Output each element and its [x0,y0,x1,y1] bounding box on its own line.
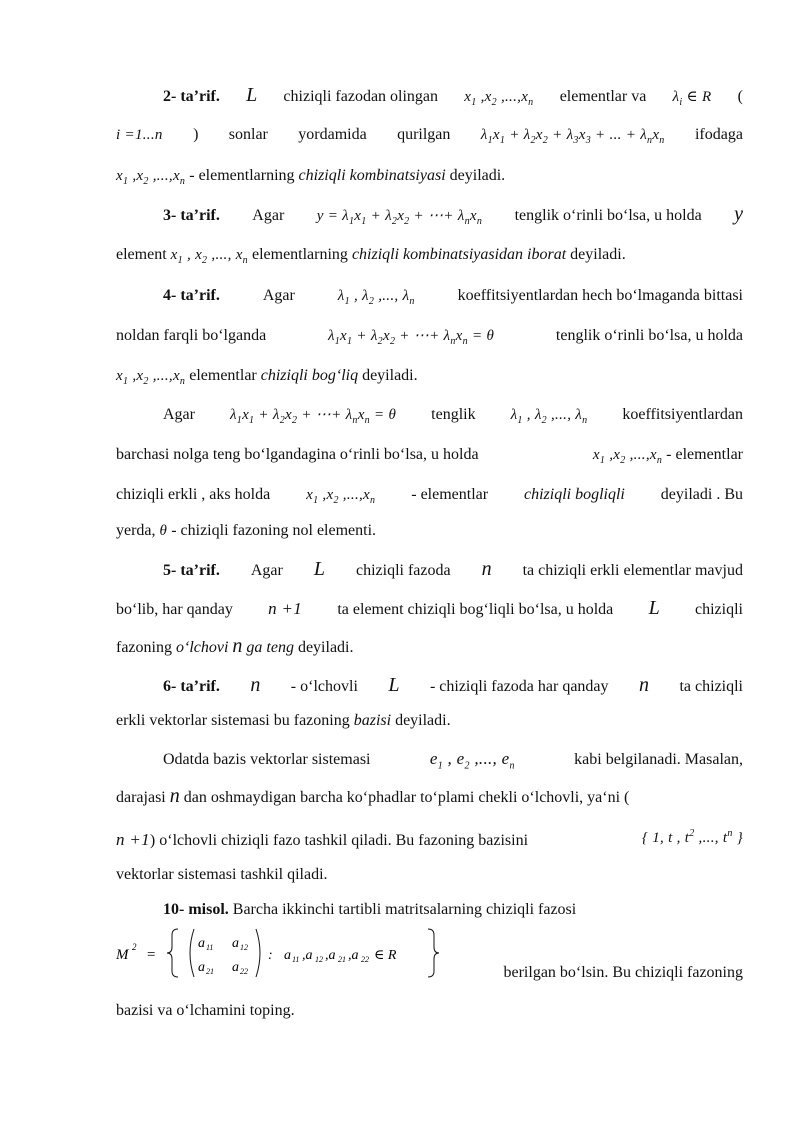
math-n-plus-1: n +1 [268,599,303,618]
math-lambda-in-R: $\lambda_i$ ∈ R [672,89,712,108]
definition-2-label: 2- ta’rif. [163,88,220,105]
svg-text:,a: ,a [325,948,336,963]
svg-text:22: 22 [240,967,248,976]
definition-5-label: 5- ta’rif. [163,562,220,579]
math-lambdas: $\lambda_1$ , $\lambda_2$ ,..., $\lambda_n$ [510,407,588,426]
math-n: n [639,674,649,696]
definition-3-label: 3- ta’rif. [163,207,220,224]
math-x-elements: $x_1$ $,x_2$ $,...,x_n$ [116,168,186,187]
definition-6-line-2: erkli vektorlar sistemasi bu fazoning bazisi deyiladi. [116,712,451,729]
paragraph-independence-line-3: chiziqli erkli , aks holda $x_1$ $,x_2$ $,...,x_n$ - elementlar chiziqli bogliqli deyiladi . Bu [116,480,743,510]
svg-text:11: 11 [206,943,214,952]
math-y-equation: $y = \lambda_1x_1 + \lambda_2x_2$ + ⋯+ $\lambda_nx_n$ [316,208,483,227]
definition-2-line-2: i =1...n ) sonlar yordamida qurilgan $\lambda_1x_1 + \lambda_2x_2 + \lambda_3x_3$ + ... + $\lambda_nx_n$ ifodaga [116,120,743,150]
definition-4-line-1: 4- ta’rif. Agar $\lambda_1$ , $\lambda_2$ ,..., $\lambda_n$ koeffitsiyentlardan hech bo‘lmaganda bittasi [116,281,743,311]
definition-3-line-2: element $x_1$ , $x_2$ ,..., $x_n$ elementlarning chiziqli kombinatsiyasidan iborat deyiladi. [116,246,626,266]
definition-6-label: 6- ta’rif. [163,678,220,695]
paragraph-independence-line-2: barchasi nolga teng bo‘lgandagina o‘rinli bo‘lsa, u holda $x_1$ $,x_2$ $,...,x_n$ - elementlar [116,446,743,466]
math-x-elements: $x_1$ $,x_2$ $,...,x_n$ [464,89,534,108]
math-L: L [246,84,258,106]
basis-paragraph-line-1: Odatda bazis vektorlar sistemasi $e_1$ , $e_2$ ,..., $e_n$ kabi belgilanadi. Masalan, [116,744,743,774]
svg-text:a: a [232,960,239,975]
math-basis-vectors: $e_1$ , $e_2$ ,..., $e_n$ [429,749,515,772]
math-polynomial-basis: { 1, t , $t^2$ ,..., $t^n$ } [641,828,743,846]
math-n: n [481,558,492,580]
math-x-elements: $x_1$ $,x_2$ $,...,x_n$ [306,487,376,506]
definition-5-line-1: 5- ta’rif. Agar L chiziqli fazoda n ta chiziqli erkli elementlar mavjud [116,554,743,584]
definition-6-line-1: 6- ta’rif. n - o‘lchovli L - chiziqli fazoda har qanday n ta chiziqli [116,670,743,700]
svg-text:21: 21 [338,955,346,964]
math-i-range: i =1...n [116,127,163,143]
math-n-plus-1: n +1 [116,830,150,849]
math-L: L [313,558,325,580]
math-L: L [648,597,660,619]
svg-text:M: M [116,947,129,963]
svg-text:a: a [232,936,239,951]
svg-text:12: 12 [240,943,248,952]
math-x-elements: $x_1$ , $x_2$ ,..., $x_n$ [170,247,248,266]
svg-text:,a: ,a [302,948,313,963]
svg-text:a: a [284,948,291,963]
math-L: L [388,674,400,696]
svg-text:2: 2 [132,942,137,952]
example-10-line-3: bazisi va o‘lchamini toping. [116,1002,295,1019]
math-n: n [250,674,261,696]
math-zero-combination: $\lambda_1x_1 + \lambda_2x_2$ + ⋯+ $\lambda_nx_n = \theta$ [327,328,495,347]
svg-text:,a: ,a [348,948,359,963]
svg-text:12: 12 [315,955,323,964]
math-y: y [734,203,743,225]
matrix-set-formula [116,923,476,983]
basis-paragraph-line-4: vektorlar sistemasi tashkil qiladi. [116,866,328,883]
paragraph-independence-line-4: yerda, θ - chiziqli fazoning nol elementi. [116,522,377,539]
svg-text:22: 22 [361,955,369,964]
math-n: n [232,635,243,657]
math-matrix-space [116,923,743,993]
svg-text:a: a [198,960,205,975]
example-10-line-1: 10- misol. Barcha ikkinchi tartibli matritsalarning chiziqli fazosi [163,901,577,918]
basis-paragraph-line-3: n +1) o‘lchovli chiziqli fazo tashkil qiladi. Bu fazoning bazisini { 1, t , $t^2$ ,..., $t^n$ } [116,825,743,855]
svg-text:=: = [146,947,157,963]
basis-paragraph-line-2: darajasi n dan oshmaydigan barcha ko‘phadlar to‘plami chekli o‘lchovli, ya‘ni ( [116,785,630,807]
definition-5-line-2: bo‘lib, har qanday n +1 ta element chiziqli bog‘liqli bo‘lsa, u holda L chiziqli [116,593,743,623]
definition-3-line-1: 3- ta’rif. Agar $y = \lambda_1x_1 + \lambda_2x_2$ + ⋯+ $\lambda_nx_n$ tenglik o‘rinli bo‘lsa, u holda y [116,199,743,229]
svg-text:a: a [198,936,205,951]
example-10-label: 10- misol. [163,901,229,918]
math-linear-combination: $\lambda_1x_1 + \lambda_2x_2 + \lambda_3x_3$ + ... + $\lambda_nx_n$ [480,127,665,146]
definition-2-line-3: $x_1$ $,x_2$ $,...,x_n$ - elementlarning chiziqli kombinatsiyasi deyiladi. [116,167,506,187]
math-x-elements: $x_1$ $,x_2$ $,...,x_n$ [592,447,663,466]
math-theta: θ [159,523,168,539]
definition-2-line-1: 2- ta’rif. L chiziqli fazodan olingan $x_1$ $,x_2$ $,...,x_n$ elementlar va $\lambda_i$ ∈ R ( [116,80,743,110]
definition-5-line-3: fazoning o‘lchovi n ga teng deyiladi. [116,635,354,657]
definition-4-label: 4- ta’rif. [163,287,220,304]
math-zero-combination: $\lambda_1x_1 + \lambda_2x_2$ + ⋯+ $\lambda_nx_n = \theta$ [229,407,397,426]
svg-text::: : [268,948,273,963]
math-x-elements: $x_1$ $,x_2$ $,...,x_n$ [116,368,186,387]
svg-text:∈ R: ∈ R [374,948,397,963]
math-n: n [169,785,180,807]
svg-text:21: 21 [206,967,214,976]
svg-text:11: 11 [292,955,300,964]
definition-4-line-3: $x_1$ $,x_2$ $,...,x_n$ elementlar chiziqli bog‘liq deyiladi. [116,367,418,387]
example-10-line-2: berilgan bo‘lsin. Bu chiziqli fazoning [503,964,743,981]
paragraph-independence-line-1: Agar $\lambda_1x_1 + \lambda_2x_2$ + ⋯+ $\lambda_nx_n = \theta$ tenglik $\lambda_1$ , $\lambda_2$ ,..., $\lambda_n$ koeffitsiyentlardan [116,400,743,430]
math-lambdas: $\lambda_1$ , $\lambda_2$ ,..., $\lambda_n$ [337,288,415,307]
definition-4-line-2: noldan farqli bo‘lganda $\lambda_1x_1 + \lambda_2x_2$ + ⋯+ $\lambda_nx_n = \theta$ tenglik o‘rinli bo‘lsa, u holda [116,321,743,351]
